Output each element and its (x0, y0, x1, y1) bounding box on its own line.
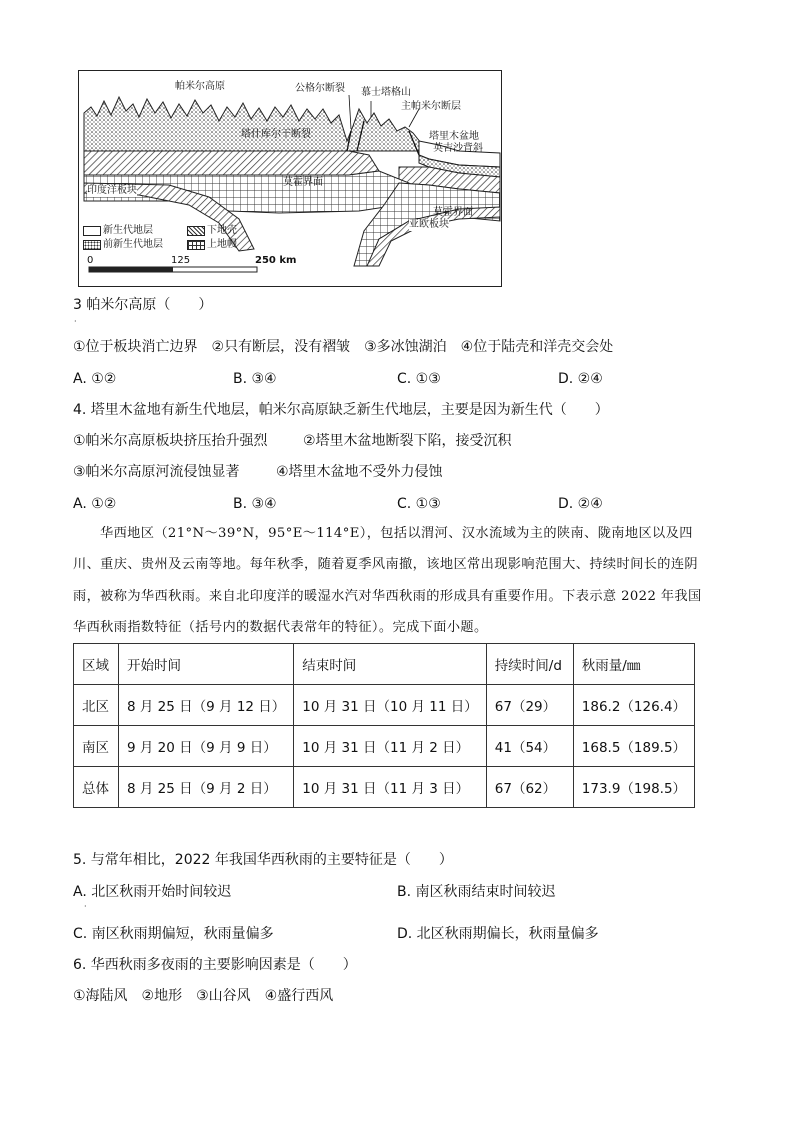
table-cell: 186.2（126.4） (573, 685, 694, 726)
q5-choice-a: A. 北区秋雨开始时间较迟 (73, 884, 232, 900)
q3-choice-a: A. ①② (73, 371, 117, 387)
q4-choice-a: A. ①② (73, 496, 117, 512)
pre-cenozoic-layer (84, 97, 421, 151)
table-header-row (74, 644, 695, 685)
q5-choice-d: D. 北区秋雨期偏长，秋雨量偏多 (397, 926, 599, 942)
table-cell: 41（54） (486, 726, 573, 767)
q4-option-2: ②塔里木盆地断裂下陷，接受沉积 (303, 433, 512, 449)
label-pamir-plateau: 帕米尔高原 (175, 81, 225, 92)
table-cell: 北区 (74, 685, 119, 726)
table-header-cell: 开始时间 (119, 644, 294, 685)
q4-stem: 4. 塔里木盆地有新生代地层，帕米尔高原缺乏新生代地层，主要是因为新生代（ ） (73, 402, 609, 418)
q5-choice-b: B. 南区秋雨结束时间较迟 (397, 884, 556, 900)
label-eurasian-plate: 亚欧板块 (409, 219, 449, 230)
q4-option-3: ③帕米尔高原河流侵蚀显著 (73, 464, 240, 480)
table-header-cell: 秋雨量/㎜ (573, 644, 694, 685)
table-header-cell: 结束时间 (294, 644, 486, 685)
table-cell: 南区 (74, 726, 119, 767)
label-karakul-fault: 塔什库尔干断裂 (241, 129, 311, 140)
table-header-cell: 区域 (74, 644, 119, 685)
legend-lower-crust: 下地壳 (187, 225, 237, 237)
table-header-cell: 持续时间/d (486, 644, 573, 685)
passage-line-2: 川、重庆、贵州及云南等地。每年秋季，随着夏季风南撤，该地区常出现影响范围大、持续时间长的连阴 (73, 557, 699, 572)
q4-choice-d: D. ②④ (558, 496, 603, 512)
label-main-pamir-fault: 主帕米尔断层 (401, 101, 461, 112)
label-moho-left: 莫霍界面 (283, 177, 323, 188)
legend-swatch-dots (83, 240, 101, 250)
q4-option-1: ①帕米尔高原板块挤压抬升强烈 (73, 433, 268, 449)
label-moho-right: 莫霍界面 (433, 207, 473, 218)
scale-mid: 125 (171, 255, 191, 266)
q5-stem: 5. 与常年相比，2022 年我国华西秋雨的主要特征是（ ） (73, 852, 453, 868)
mark-dot: · (74, 317, 77, 326)
q3-choice-b: B. ③④ (233, 371, 277, 387)
label-tarim-basin: 塔里木盆地 (429, 131, 479, 142)
passage-line-1: 华西地区（21°N～39°N，95°E～114°E），包括以渭河、汉水流域为主的陕南、陇南地区以及四 (100, 526, 693, 541)
table-cell: 8 月 25 日（9 月 2 日） (119, 767, 294, 808)
table-cell: 168.5（189.5） (573, 726, 694, 767)
table-cell: 10 月 31 日（11 月 3 日） (294, 767, 486, 808)
q3-options: ①位于板块消亡边界 ②只有断层，没有褶皱 ③多冰蚀湖泊 ④位于陆壳和洋壳交会处 (73, 339, 614, 355)
q6-stem: 6. 华西秋雨多夜雨的主要影响因素是（ ） (73, 957, 357, 973)
geologic-cross-section-figure (78, 70, 502, 287)
q3-choice-c: C. ①③ (397, 371, 441, 387)
q4-choice-c: C. ①③ (397, 496, 441, 512)
table-cell: 67（62） (486, 767, 573, 808)
label-indian-plate: 印度洋板块 (87, 185, 137, 196)
table-cell: 173.9（198.5） (573, 767, 694, 808)
passage-line-4: 华西秋雨指数特征（括号内的数据代表常年的特征）。完成下面小题。 (73, 620, 488, 635)
q5-choice-c: C. 南区秋雨期偏短，秋雨量偏多 (73, 926, 274, 942)
legend-cenozoic: 新生代地层 (83, 225, 153, 237)
q4-option-4: ④塔里木盆地不受外力侵蚀 (276, 464, 443, 480)
label-yingjisha: 英吉沙背斜 (433, 143, 483, 154)
label-gongger-fault: 公格尔断裂 (295, 83, 345, 94)
q4-choice-b: B. ③④ (233, 496, 277, 512)
table-cell: 总体 (74, 767, 119, 808)
scale-end: 250 km (255, 255, 297, 266)
table-cell: 67（29） (486, 685, 573, 726)
q3-choice-d: D. ②④ (558, 371, 603, 387)
table-cell: 9 月 20 日（9 月 9 日） (119, 726, 294, 767)
table-cell: 10 月 31 日（11 月 2 日） (294, 726, 486, 767)
legend-upper-mantle: 上地幔 (187, 239, 237, 251)
q3-stem: 3 帕米尔高原（ ） (73, 297, 213, 313)
table-row (74, 767, 695, 808)
autumn-rain-table (73, 643, 695, 808)
label-muztagh: 慕士塔格山 (361, 87, 411, 98)
passage-line-3: 雨，被称为华西秋雨。来自北印度洋的暖湿水汽对华西秋雨的形成具有重要作用。下表示意 2022 年我国 (73, 589, 702, 604)
q6-options: ①海陆风 ②地形 ③山谷风 ④盛行西风 (73, 988, 334, 1004)
table-row (74, 726, 695, 767)
scale-zero: 0 (87, 255, 94, 266)
table-row (74, 685, 695, 726)
legend-swatch-blank (83, 226, 101, 236)
legend-swatch-hatch (187, 226, 205, 236)
legend-swatch-grid (187, 240, 205, 250)
table-cell: 8 月 25 日（9 月 12 日） (119, 685, 294, 726)
mark-dot: · (84, 902, 87, 911)
legend-pre-cenozoic: 前新生代地层 (83, 239, 163, 251)
lower-crust-band (84, 151, 379, 175)
table-cell: 10 月 31 日（10 月 11 日） (294, 685, 486, 726)
